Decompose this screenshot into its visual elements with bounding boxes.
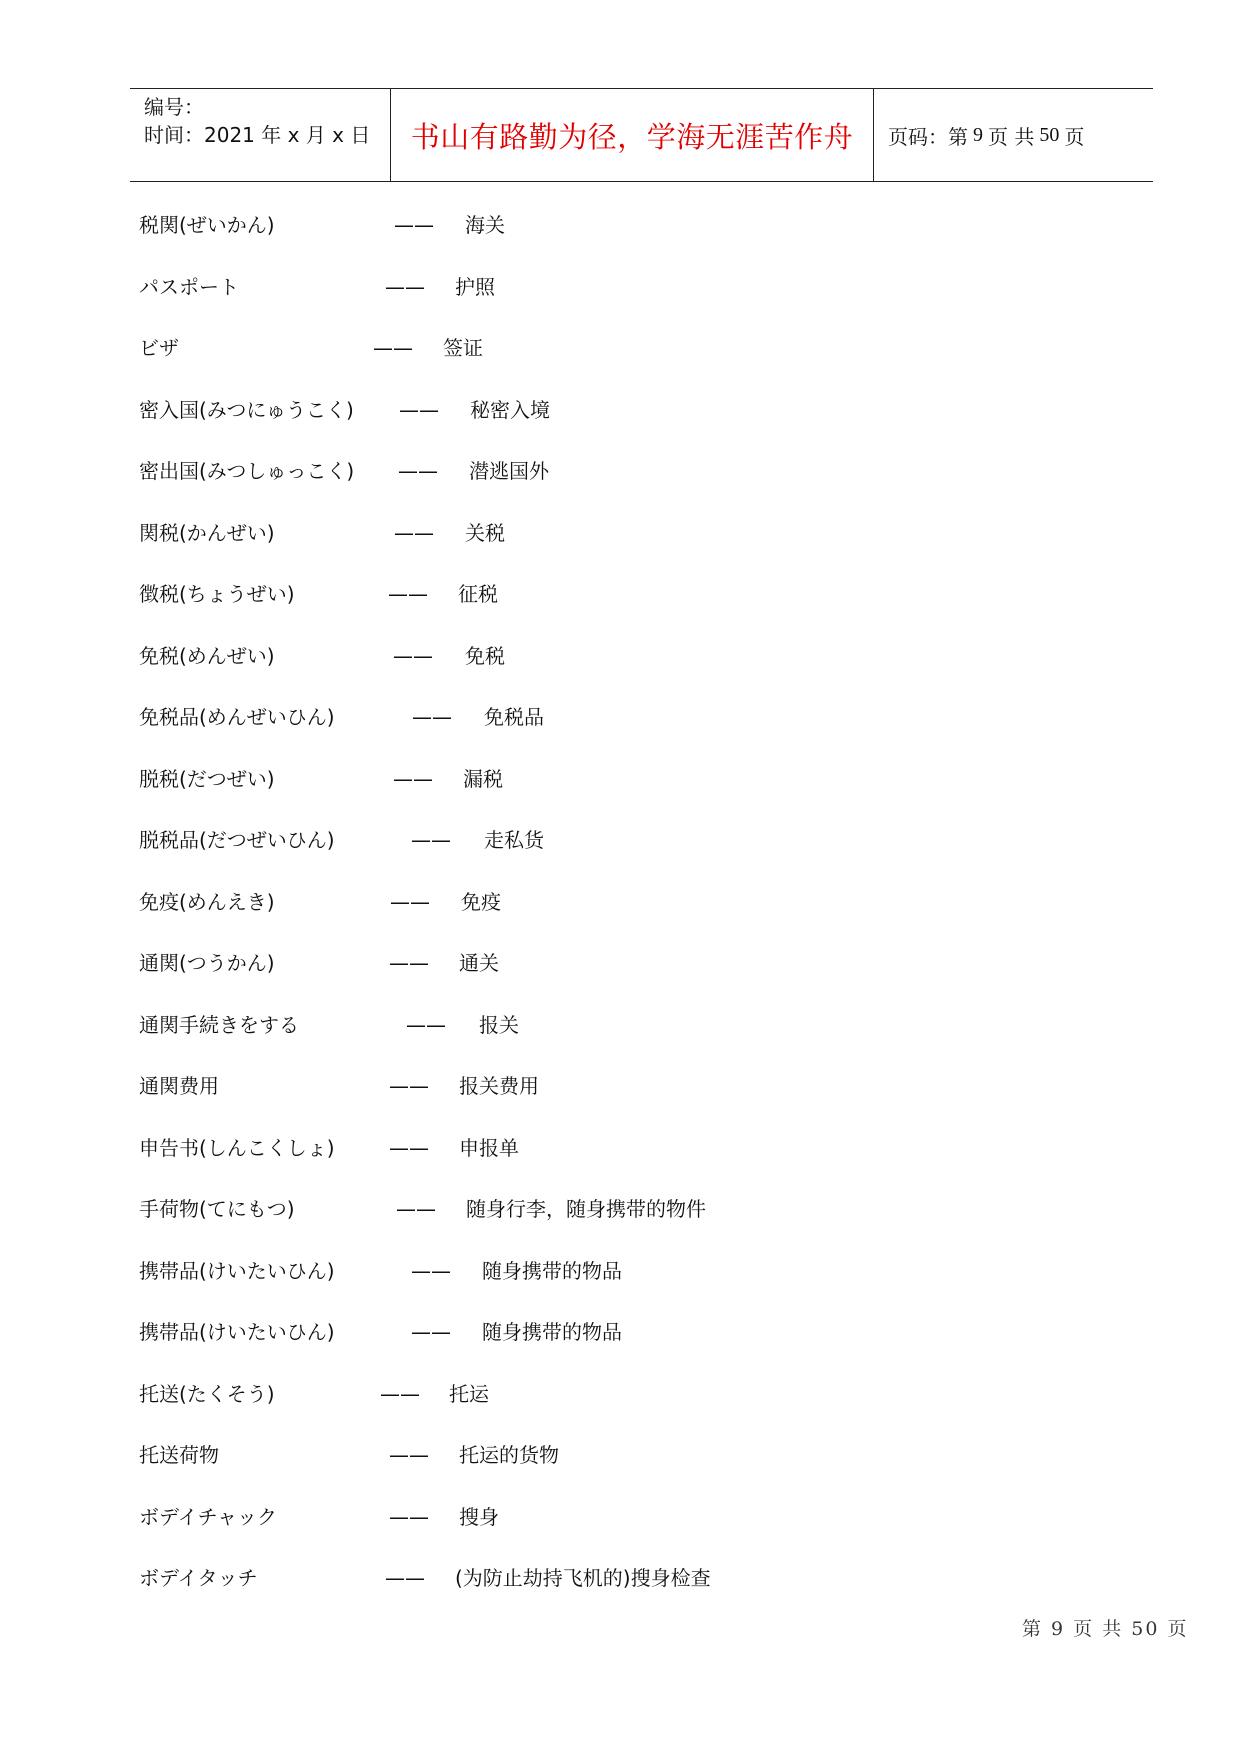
header-meta xyxy=(130,89,390,181)
chinese-translation: 免税 xyxy=(465,643,505,668)
chinese-translation: 关税 xyxy=(465,520,505,545)
japanese-term: 脱税(だつぜい) xyxy=(139,766,275,791)
chinese-translation: 搜身 xyxy=(459,1504,499,1529)
chinese-translation: 随身携带的物品 xyxy=(482,1320,622,1344)
separator-dash: —— xyxy=(411,1258,451,1283)
separator-dash: —— xyxy=(411,828,451,852)
chinese-translation: 护照 xyxy=(455,274,495,299)
chinese-translation: 随身携带的物品 xyxy=(482,1258,622,1283)
chinese-translation: 征税 xyxy=(458,582,498,606)
list-item xyxy=(139,1317,1139,1347)
separator-dash: —— xyxy=(388,582,428,606)
list-item xyxy=(139,641,1139,671)
japanese-term: ビザ xyxy=(139,336,179,360)
japanese-term: 脱税品(だつぜいひん) xyxy=(139,828,335,852)
chinese-translation: 潜逃国外 xyxy=(469,459,549,483)
chinese-translation: 秘密入境 xyxy=(470,397,550,422)
list-item xyxy=(139,948,1139,978)
separator-dash: —— xyxy=(411,1320,451,1344)
separator-dash: —— xyxy=(393,766,433,791)
japanese-term: 手荷物(てにもつ) xyxy=(139,1197,295,1221)
separator-dash: —— xyxy=(393,643,433,668)
chinese-translation: 走私货 xyxy=(484,828,544,852)
separator-dash: —— xyxy=(389,1135,429,1160)
chinese-translation: 报关费用 xyxy=(459,1074,539,1098)
separator-dash: —— xyxy=(385,274,425,299)
japanese-term: 携帯品(けいたいひん) xyxy=(139,1320,335,1344)
japanese-term: 密出国(みつしゅっこく) xyxy=(139,459,355,483)
page-prefix: 页码：第 xyxy=(888,124,968,149)
chinese-translation: 漏税 xyxy=(463,766,503,791)
page-middle: 页 共 xyxy=(988,124,1035,149)
japanese-term: 托送荷物 xyxy=(139,1443,219,1467)
list-item xyxy=(139,1071,1139,1101)
japanese-term: 通関手続きをする xyxy=(139,1012,299,1037)
japanese-term: 免税(めんぜい) xyxy=(139,643,275,668)
separator-dash: —— xyxy=(373,336,413,360)
separator-dash: —— xyxy=(389,1504,429,1529)
chinese-translation: 托运 xyxy=(449,1381,489,1406)
time-label: 时间：2021 年 x 月 x 日 xyxy=(144,123,371,147)
separator-dash: —— xyxy=(406,1012,446,1037)
chinese-translation: 报关 xyxy=(479,1012,519,1037)
separator-dash: —— xyxy=(389,1443,429,1467)
separator-dash: —— xyxy=(385,1566,425,1590)
separator-dash: —— xyxy=(412,705,452,729)
list-item xyxy=(139,1133,1139,1163)
page-suffix: 页 xyxy=(1064,124,1085,149)
header-motto: 书山有路勤为径，学海无涯苦作舟 xyxy=(390,89,874,181)
japanese-term: ボデイタッチ xyxy=(139,1566,258,1590)
list-item xyxy=(139,456,1139,486)
page-current: 9 xyxy=(973,123,983,146)
japanese-term: 申告书(しんこくしょ) xyxy=(139,1135,335,1160)
list-item xyxy=(139,887,1139,917)
japanese-term: 密入国(みつにゅうこく) xyxy=(139,397,354,422)
number-label: 编号： xyxy=(144,95,204,119)
separator-dash: —— xyxy=(390,889,430,914)
list-item xyxy=(139,1379,1139,1409)
separator-dash: —— xyxy=(398,459,438,483)
list-item xyxy=(139,518,1139,548)
separator-dash: —— xyxy=(380,1381,420,1406)
separator-dash: —— xyxy=(389,951,429,975)
chinese-translation: 海关 xyxy=(465,213,505,237)
list-item xyxy=(139,1256,1139,1286)
list-item xyxy=(139,272,1139,302)
chinese-translation: 免税品 xyxy=(484,705,544,729)
separator-dash: —— xyxy=(394,520,434,545)
chinese-translation: 申报单 xyxy=(459,1135,519,1160)
list-item xyxy=(139,764,1139,794)
separator-dash: —— xyxy=(394,213,434,237)
page-footer: 第 9 页 共 50 页 xyxy=(1022,1618,1189,1640)
list-item xyxy=(139,1194,1139,1224)
list-item xyxy=(139,1563,1139,1593)
header-page-info xyxy=(874,89,1153,181)
chinese-translation: 通关 xyxy=(459,951,499,975)
chinese-translation: 免疫 xyxy=(461,889,501,914)
list-item xyxy=(139,333,1139,363)
separator-dash: —— xyxy=(396,1197,436,1221)
list-item xyxy=(139,579,1139,609)
chinese-translation: (为防止劫持飞机的)搜身检查 xyxy=(455,1566,711,1590)
chinese-translation: 随身行李，随身携带的物件 xyxy=(466,1197,706,1221)
japanese-term: 通関费用 xyxy=(139,1074,219,1098)
japanese-term: 免税品(めんぜいひん) xyxy=(139,705,335,729)
separator-dash: —— xyxy=(389,1074,429,1098)
japanese-term: 免疫(めんえき) xyxy=(139,889,275,914)
japanese-term: 通関(つうかん) xyxy=(139,951,275,975)
list-item xyxy=(139,210,1139,240)
list-item xyxy=(139,1440,1139,1470)
japanese-term: 徴税(ちょうぜい) xyxy=(139,582,295,606)
japanese-term: 托送(たくそう) xyxy=(139,1381,275,1406)
japanese-term: 携帯品(けいたいひん) xyxy=(139,1258,335,1283)
list-item xyxy=(139,825,1139,855)
japanese-term: 関税(かんぜい) xyxy=(139,520,275,545)
list-item xyxy=(139,1502,1139,1532)
list-item xyxy=(139,702,1139,732)
japanese-term: パスポート xyxy=(139,274,239,299)
list-item xyxy=(139,1010,1139,1040)
list-item xyxy=(139,395,1139,425)
separator-dash: —— xyxy=(399,397,439,422)
page-total: 50 xyxy=(1039,123,1060,146)
japanese-term: 税関(ぜいかん) xyxy=(139,213,275,237)
chinese-translation: 签证 xyxy=(443,336,483,360)
chinese-translation: 托运的货物 xyxy=(459,1443,559,1467)
japanese-term: ボデイチャック xyxy=(139,1504,277,1529)
page-header xyxy=(130,88,1153,182)
